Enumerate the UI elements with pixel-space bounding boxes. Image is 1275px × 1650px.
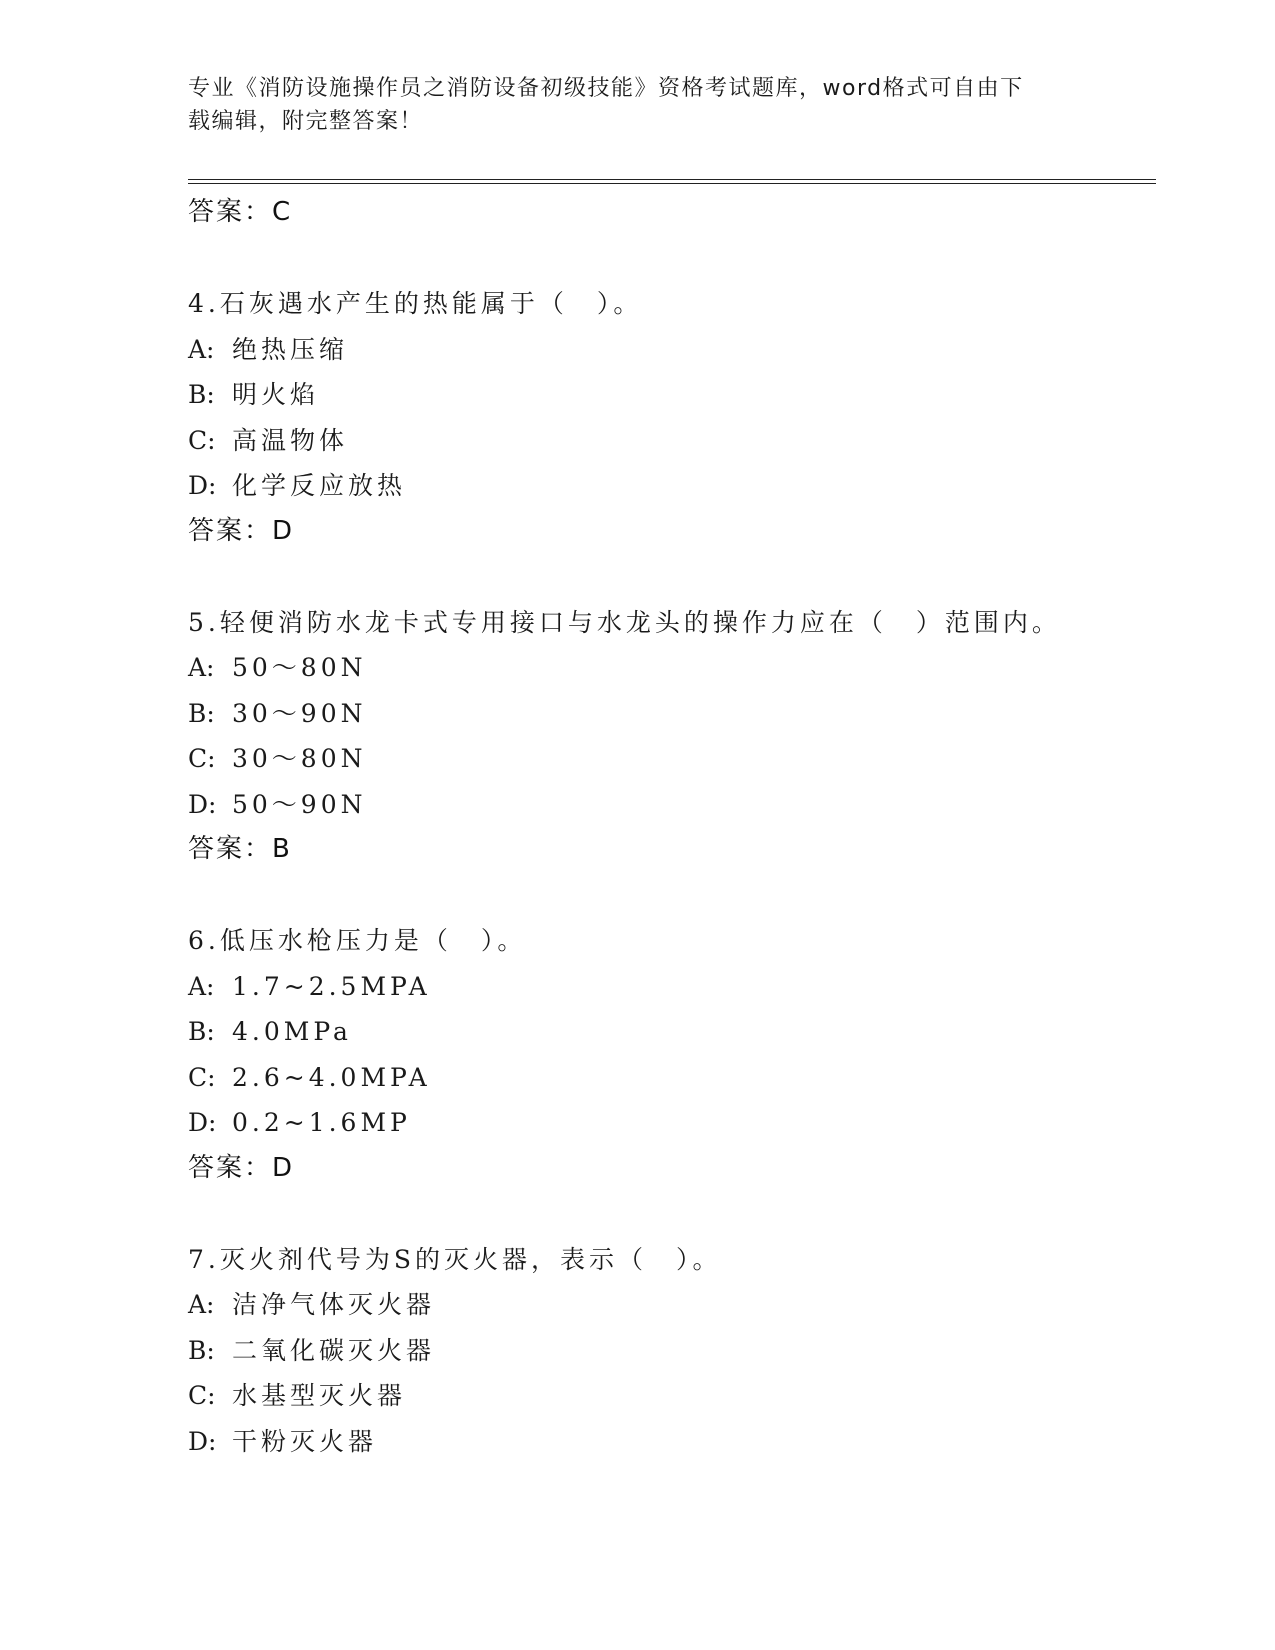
question-option bbox=[188, 645, 1148, 691]
question-list bbox=[188, 190, 1148, 1464]
question-option bbox=[188, 1100, 1148, 1146]
option-label: A: bbox=[188, 1290, 215, 1319]
question-option bbox=[188, 736, 1148, 782]
option-label: D: bbox=[188, 1426, 217, 1456]
question-answer: 答案：D bbox=[188, 515, 295, 546]
option-text: 化学反应放热 bbox=[232, 471, 407, 500]
option-label: B: bbox=[188, 1017, 215, 1046]
question-spacer bbox=[188, 554, 1148, 600]
option-text: 高温物体 bbox=[232, 425, 349, 455]
question-option bbox=[188, 372, 1148, 418]
option-text: 二氧化碳灭火器 bbox=[232, 1335, 436, 1365]
header-divider-top bbox=[188, 179, 1156, 180]
question-option bbox=[188, 463, 1148, 509]
header-line-2: 载编辑，附完整答案！ bbox=[188, 109, 424, 134]
question-spacer bbox=[188, 873, 1148, 919]
question-stem: 5.轻便消防水龙卡式专用接口与水龙头的操作力应在（ ）范围内。 bbox=[188, 607, 1061, 637]
header-divider-bottom bbox=[188, 183, 1156, 184]
option-label: D: bbox=[188, 789, 217, 819]
option-text: 明火焰 bbox=[232, 380, 320, 409]
question-option bbox=[188, 1009, 1148, 1055]
question-option bbox=[188, 1373, 1148, 1419]
question-stem: 7.灭火剂代号为S的灭火器，表示（ ）。 bbox=[188, 1244, 722, 1274]
option-label: B: bbox=[188, 1335, 215, 1365]
option-label: C: bbox=[188, 425, 216, 455]
option-text: 干粉灭火器 bbox=[232, 1426, 378, 1456]
question-answer: 答案：B bbox=[188, 834, 292, 864]
question-option bbox=[188, 964, 1148, 1010]
option-text: 水基型灭火器 bbox=[232, 1381, 407, 1410]
question-option bbox=[188, 327, 1148, 373]
option-text: 0.2~1.6MP bbox=[232, 1108, 411, 1137]
option-label: A: bbox=[188, 971, 215, 1001]
option-text: 2.6~4.0MPA bbox=[232, 1062, 431, 1092]
question-option bbox=[188, 1328, 1148, 1374]
option-text: 4.0MPa bbox=[232, 1017, 352, 1046]
option-label: A: bbox=[188, 334, 215, 364]
option-label: B: bbox=[188, 380, 215, 409]
page-header bbox=[188, 72, 1078, 138]
question-option bbox=[188, 782, 1148, 828]
question-option bbox=[188, 1419, 1148, 1465]
question-stem: 4.石灰遇水产生的热能属于（ ）。 bbox=[188, 289, 643, 318]
question-option bbox=[188, 1055, 1148, 1101]
option-label: D: bbox=[188, 1108, 217, 1137]
option-text: 1.7~2.5MPA bbox=[232, 971, 431, 1001]
option-text: 绝热压缩 bbox=[232, 334, 349, 364]
option-label: A: bbox=[188, 653, 215, 682]
option-label: B: bbox=[188, 698, 215, 728]
question-stem: 6.低压水枪压力是（ ）。 bbox=[188, 926, 527, 955]
question-spacer bbox=[188, 1191, 1148, 1237]
option-label: C: bbox=[188, 744, 216, 773]
question-answer: 答案：D bbox=[188, 1152, 295, 1183]
question-spacer bbox=[188, 236, 1148, 282]
question-option bbox=[188, 418, 1148, 464]
question-option bbox=[188, 1282, 1148, 1328]
option-label: C: bbox=[188, 1381, 216, 1410]
header-line-1: 专业《消防设施操作员之消防设备初级技能》资格考试题库，word格式可自由下 bbox=[188, 76, 1024, 101]
option-text: 50～90N bbox=[232, 789, 367, 819]
option-text: 50～80N bbox=[232, 653, 367, 682]
option-label: D: bbox=[188, 471, 217, 500]
option-text: 洁净气体灭火器 bbox=[232, 1290, 436, 1319]
question-option bbox=[188, 691, 1148, 737]
previous-answer: 答案：C bbox=[188, 197, 293, 227]
option-text: 30～90N bbox=[232, 698, 367, 728]
option-label: C: bbox=[188, 1062, 216, 1092]
option-text: 30～80N bbox=[232, 744, 367, 773]
